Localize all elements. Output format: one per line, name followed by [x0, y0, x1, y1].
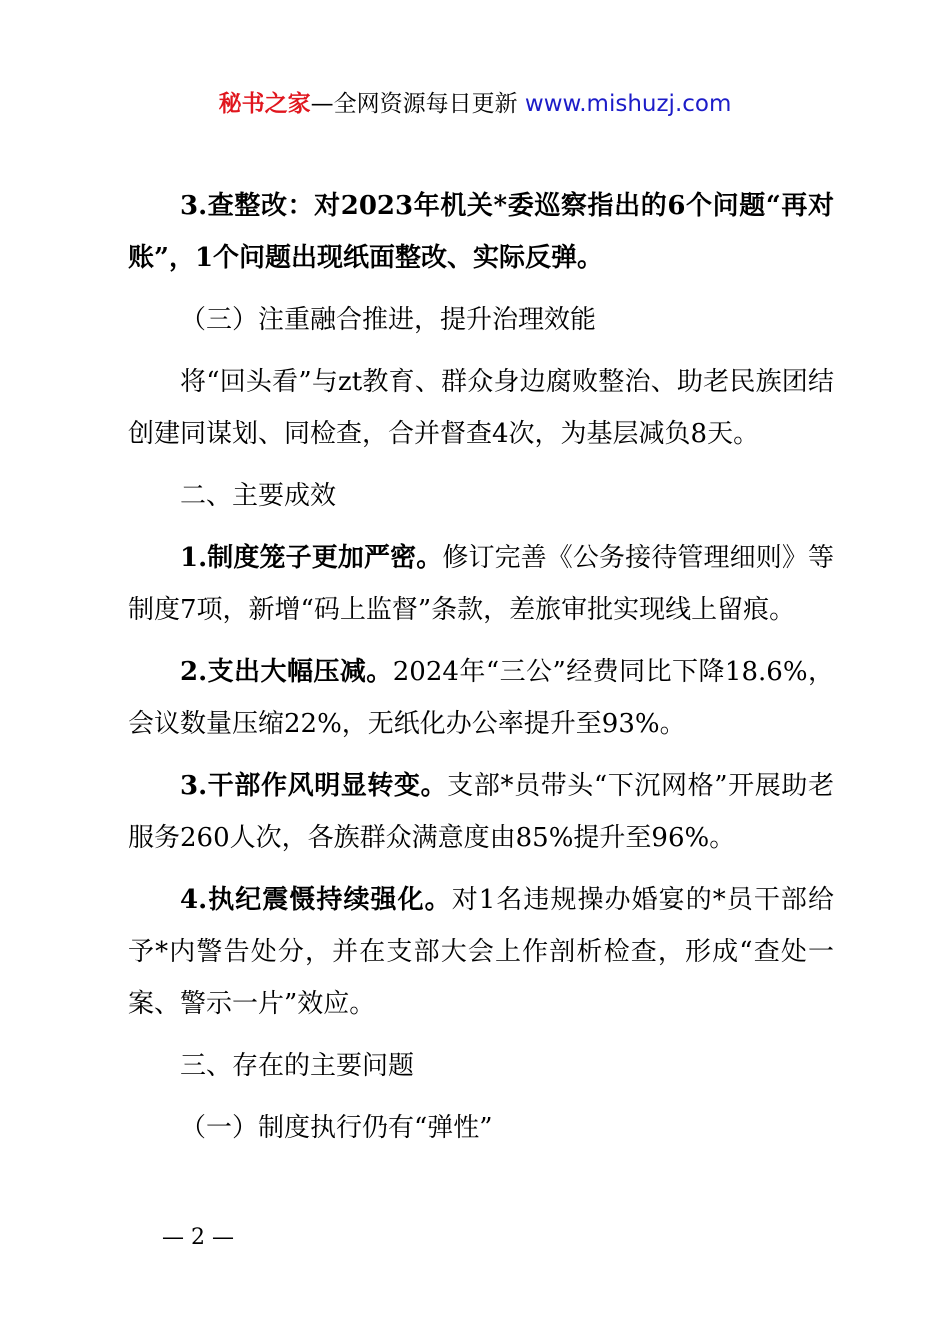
paragraph-lead: 4.执纪震慑持续强化。 [180, 885, 452, 915]
paragraph-achievement-1 [128, 532, 834, 636]
section-heading-problems [128, 1040, 834, 1092]
paragraph-text: 2024年“三公”经费同比下降18.6%，会议数量压缩22%，无纸化办公率提升至93%。 [128, 657, 834, 739]
paragraph-text: 对1名违规操办婚宴的*员干部给予*内警告处分，并在支部大会上作剖析检查，形成“查处一案、警示一片”效应。 [128, 885, 834, 1019]
paragraph-achievement-2 [128, 646, 834, 750]
page-number: — 2 — [162, 1225, 234, 1250]
paragraph-lead: 1.制度笼子更加严密。 [180, 543, 443, 573]
paragraph-lead: 2.支出大幅压减。 [180, 657, 393, 687]
paragraph-text: 修订完善《公务接待管理细则》等制度7项，新增“码上监督”条款，差旅审批实现线上留痕。 [128, 543, 834, 625]
paragraph-rectification-check [128, 180, 834, 284]
paragraph-text: 三、存在的主要问题 [180, 1051, 415, 1081]
document-body [128, 180, 834, 1164]
header-slogan: —全网资源每日更新 [310, 91, 525, 117]
paragraph-text: 将“回头看”与zt教育、群众身边腐败整治、助老民族团结创建同谋划、同检查，合并督查4次，为基层减负8天。 [128, 367, 834, 449]
section-heading-integration [128, 294, 834, 346]
paragraph-achievement-3 [128, 760, 834, 864]
paragraph-text: 二、主要成效 [180, 481, 337, 511]
subsection-heading-flexibility [128, 1102, 834, 1154]
paragraph-achievement-4 [128, 874, 834, 1030]
paragraph-text: （一）制度执行仍有“弹性” [180, 1113, 493, 1143]
paragraph-text: 支部*员带头“下沉网格”开展助老服务260人次，各族群众满意度由85%提升至96%。 [128, 771, 834, 853]
section-heading-achievements [128, 470, 834, 522]
paragraph-lead: 3.查整改：对2023年机关*委巡察指出的6个问题“再对账”，1个问题出现纸面整改、实际反弹。 [128, 191, 834, 273]
paragraph-text: （三）注重融合推进，提升治理效能 [180, 305, 597, 335]
paragraph-integration-detail [128, 356, 834, 460]
header-url-link[interactable]: www.mishuzj.com [524, 91, 732, 117]
paragraph-lead: 3.干部作风明显转变。 [180, 771, 448, 801]
header-brand: 秘书之家 [218, 91, 311, 117]
site-header [0, 86, 950, 122]
